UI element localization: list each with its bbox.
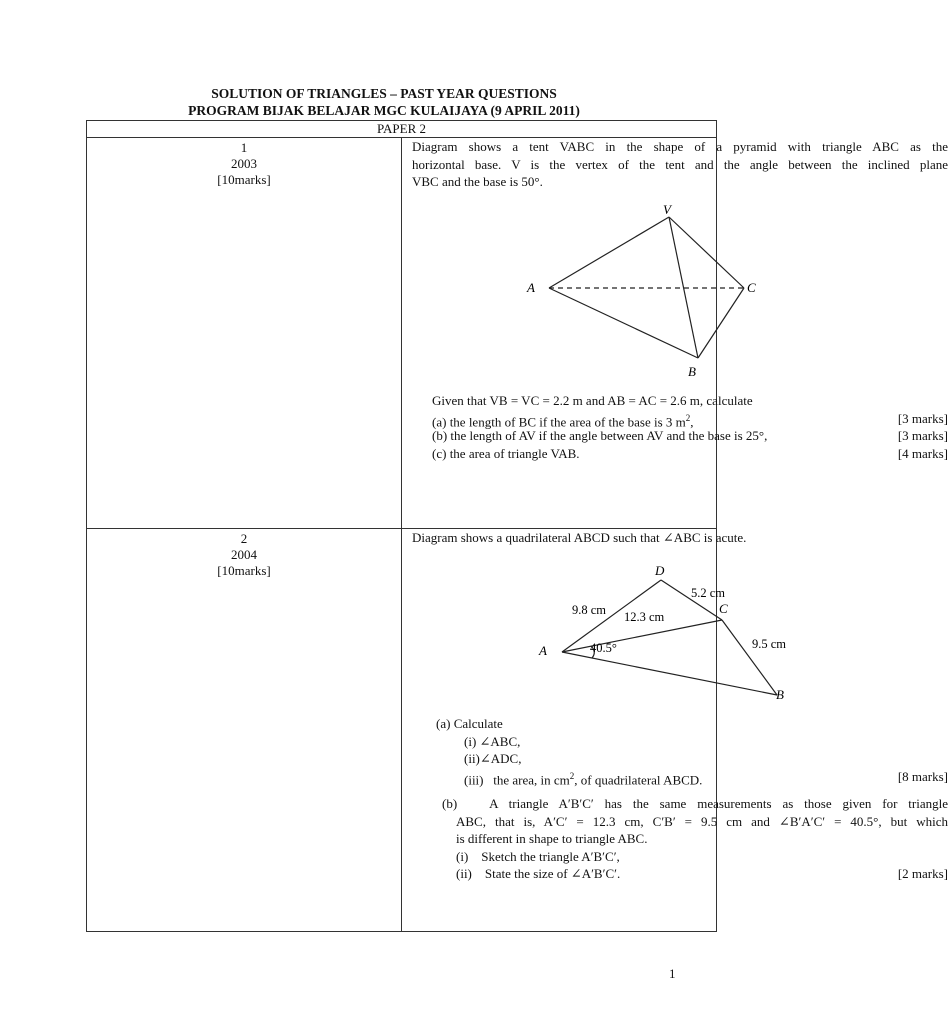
part-a: (a) the length of BC if the area of the base is 3 $m^2$, [3 marks] — [432, 410, 948, 429]
intro-line: Diagram shows a tent VABC in the shape of a pyramid with triangle ABC as the — [412, 139, 948, 154]
part-c: (c) the area of triangle VAB. [4 marks] — [432, 445, 948, 461]
question-year: 2003 — [231, 156, 257, 171]
page-number: 1 — [669, 966, 676, 981]
part-marks: [3 marks] — [897, 410, 948, 426]
edge-ab — [549, 288, 698, 358]
label-v: V — [663, 202, 671, 217]
question-number: 2 — [240, 531, 248, 546]
side-cb — [722, 620, 777, 695]
side-ab — [562, 652, 777, 695]
label-d: D — [655, 563, 665, 578]
label-a: A — [539, 643, 547, 658]
question-table — [86, 120, 948, 932]
question-2-content — [402, 529, 948, 932]
label-ac-length: 12.3 cm — [624, 610, 665, 624]
edge-vc — [669, 217, 744, 288]
subpart-ii: (ii)∠ADC, — [464, 751, 522, 766]
question-2-part-b: (b) A triangle A′B′C′ has the same measurements as those given for triangle ABC, that is, A′C′ = 12.3 cm, C′B′ = 9.5 cm and ∠B′A′C′ = 40.5°, but which is different in shape to triangle ABC. (i) Sketch the triangle A′B′C′, (ii) State the size of ∠A′B′C′. [2 marks] — [442, 796, 948, 881]
label-c: C — [719, 601, 728, 616]
tent-pyramid-diagram — [512, 200, 912, 379]
part-b-line: A triangle A′B′C′ has the same measurements as those given for triangle — [489, 796, 948, 811]
label-b: B — [688, 364, 696, 379]
part-marks: [4 marks] — [897, 445, 948, 461]
question-2-intro: Diagram shows a quadrilateral ABCD such that ∠ABC is acute. — [412, 530, 747, 545]
part-b-line: ABC, that is, A′C′ = 12.3 cm, C′B′ = 9.5 cm and ∠B′A′C′ = 40.5°, but which — [456, 813, 948, 829]
paper-label: PAPER 2 — [87, 121, 717, 138]
part-b: (b) the length of AV if the angle between AV and the base is 25°, [3 marks] — [432, 428, 948, 443]
question-number: 1 — [240, 140, 248, 155]
subpart-i: (i) ∠ABC, — [464, 733, 521, 749]
label-c: C — [747, 280, 756, 295]
question-year: 2004 — [231, 547, 257, 562]
question-2-part-a: (a) Calculate (i) ∠ABC, (ii)∠ADC, (iii) the area, in $cm^2$, of quadrilateral ABCD. [8 marks] — [436, 716, 948, 787]
label-ad-length: 9.8 cm — [572, 603, 607, 617]
diagonal-ac — [562, 620, 722, 652]
subpart-ii: (ii) State the size of ∠A′B′C′. [2 marks] — [456, 866, 948, 881]
part-b-line: is different in shape to triangle ABC. — [456, 831, 648, 846]
question-row-1 — [87, 138, 717, 529]
intro-line: horizontal base. V is the vertex of the tent and the angle between the inclined plane — [412, 156, 948, 172]
question-1-info — [87, 138, 402, 529]
part-marks: [2 marks] — [897, 866, 948, 881]
subpart-iii: (iii) the area, in $cm^2$, of quadrilateral ABCD. [8 marks] — [464, 768, 948, 787]
label-a: A — [527, 280, 535, 295]
given-text: Given that VB = VC = 2.2 m and AB = AC = 2.6 m, calculate — [432, 393, 753, 408]
page-title: SOLUTION OF TRIANGLES – PAST YEAR QUESTIONS — [211, 86, 557, 101]
intro-line: VBC and the base is 50°. — [412, 174, 543, 189]
question-1-parts — [432, 392, 948, 462]
label-cb-length: 9.5 cm — [752, 637, 787, 651]
quadrilateral-diagram — [522, 559, 922, 709]
label-angle: 40.5° — [590, 641, 617, 655]
question-marks: [10marks] — [217, 172, 271, 187]
edge-cb — [698, 288, 744, 358]
question-row-2 — [87, 529, 717, 932]
part-marks: [3 marks] — [897, 428, 948, 443]
question-2-info — [87, 529, 402, 932]
label-b: B — [776, 687, 784, 702]
subpart-i: (i) Sketch the triangle A′B′C′, — [456, 848, 620, 864]
question-1-intro — [412, 138, 948, 191]
question-1-content — [402, 138, 948, 529]
question-marks: [10marks] — [217, 563, 271, 578]
label-dc-length: 5.2 cm — [691, 586, 726, 600]
part-marks: [8 marks] — [897, 768, 948, 784]
edge-va — [549, 217, 669, 288]
page-subtitle: PROGRAM BIJAK BELAJAR MGC KULAIJAYA (9 APRIL 2011) — [188, 103, 580, 118]
